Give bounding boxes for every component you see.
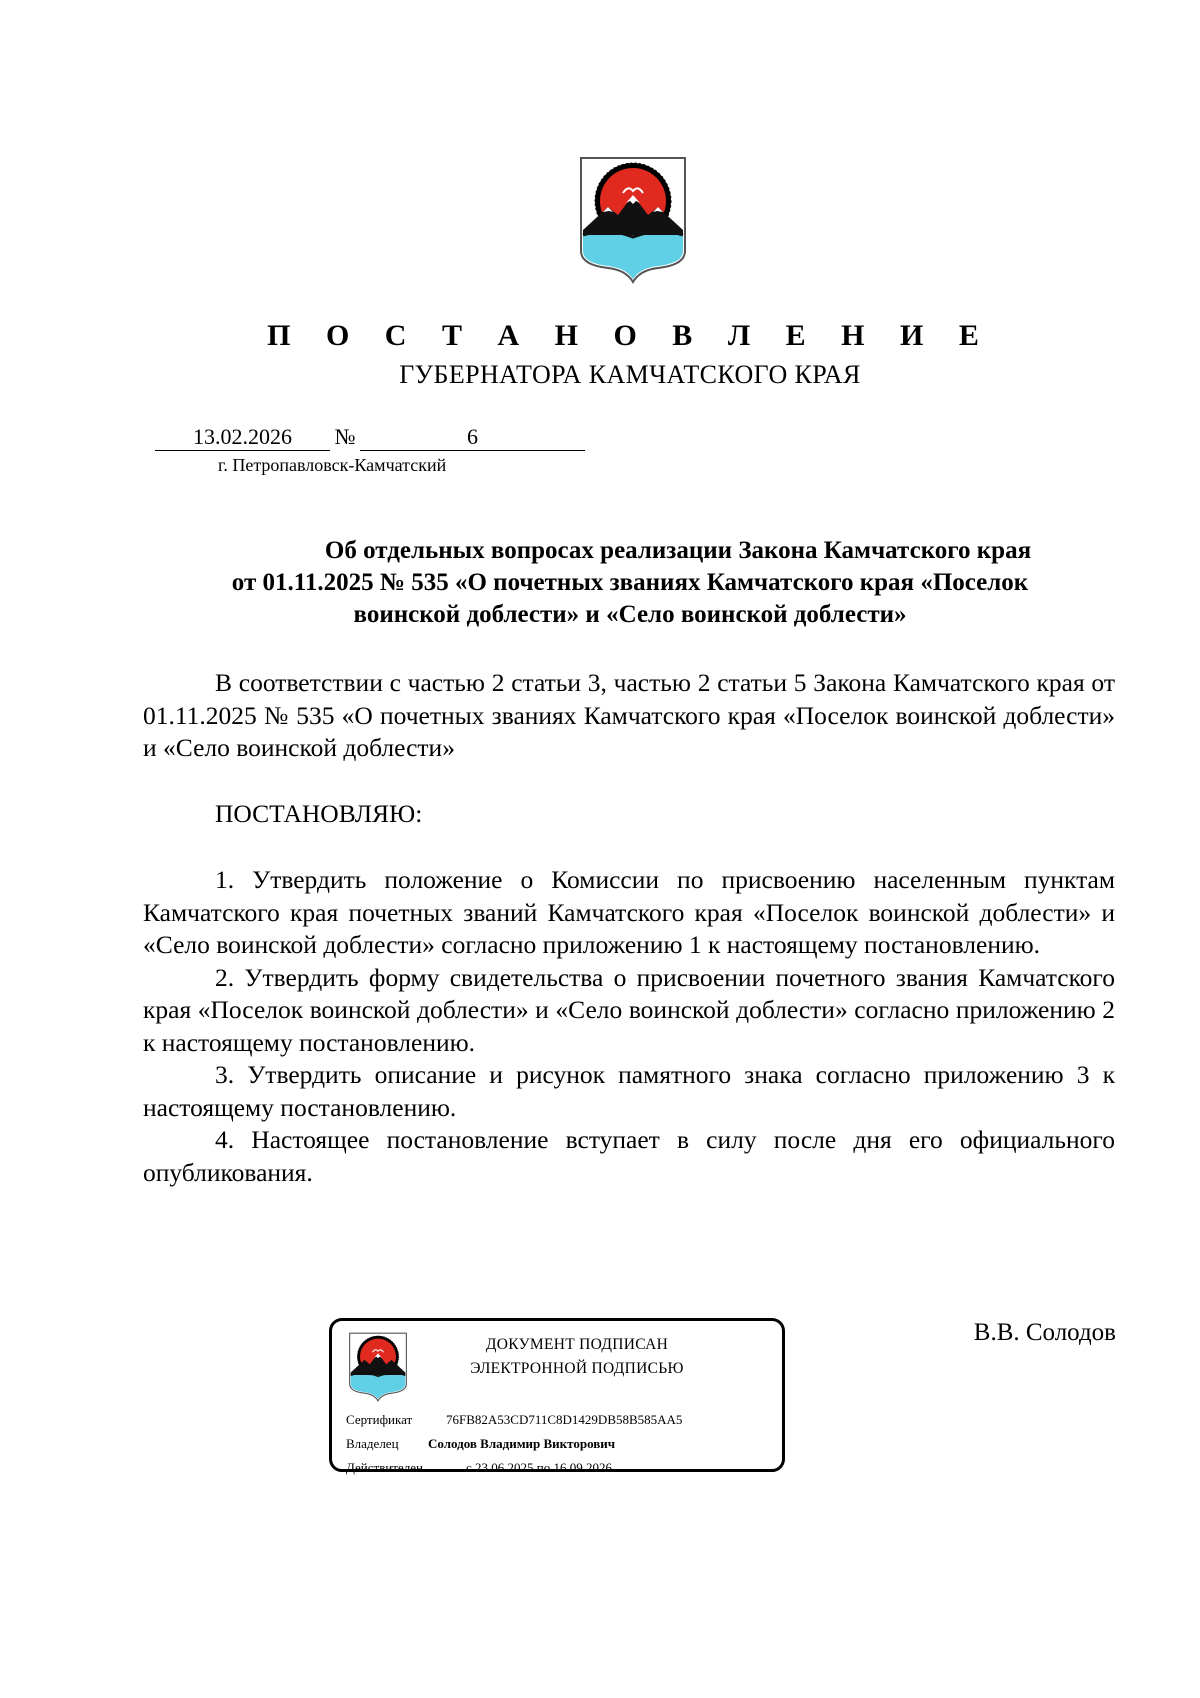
document-title: П О С Т А Н О В Л Е Н И Е xyxy=(267,319,993,352)
preamble-paragraph: В соответствии с частью 2 статьи 3, частью 2 статьи 5 Закона Камчатского края от 01.11.2025 № 535 «О почетных званиях Камчатского края «Поселок воинской доблести» и «Село воинской доблести» xyxy=(143,668,1115,762)
certificate-value: 76FB82A53CD711C8D1429DB58B585AA5 xyxy=(446,1412,683,1427)
owner-label: Владелец xyxy=(346,1436,399,1451)
kamchatka-coat-of-arms-emblem xyxy=(578,155,688,285)
stamp-heading: ЭЛЕКТРОННОЙ ПОДПИСЬЮ xyxy=(470,1360,684,1377)
document-date: 13.02.2026 xyxy=(155,424,330,451)
decree-item: 4. Настоящее постановление вступает в силу после дня его официального опубликования. xyxy=(143,1125,1115,1187)
validity-row xyxy=(346,1460,612,1476)
heading-line: Об отдельных вопросах реализации Закона Камчатского края xyxy=(324,537,1032,564)
document-city: г. Петропавловск-Камчатский xyxy=(218,455,447,475)
validity-label: Действителен xyxy=(346,1460,423,1475)
preamble-block xyxy=(143,667,1115,765)
registration-line xyxy=(155,424,585,452)
decree-item: 1. Утвердить положение о Комиссии по присвоению населенным пунктам Камчатского края почетных званий Камчатского края «Поселок воинской доблести» и «Село воинской доблести» согласно приложению 1 к настоящему постановлению. xyxy=(143,865,1115,959)
validity-value: с 23.06.2025 по 16.09.2026 xyxy=(466,1460,612,1475)
owner-value: Солодов Владимир Викторович xyxy=(428,1436,616,1451)
certificate-label: Сертификат xyxy=(346,1412,413,1427)
decree-item: 2. Утвердить форму свидетельства о присвоении почетного звания Камчатского края «Поселок воинской доблести» и «Село воинской доблести» согласно приложению 2 к настоящему постановлению. xyxy=(143,962,1115,1057)
signer-name: В.В. Солодов xyxy=(973,1319,1116,1346)
certificate-row xyxy=(346,1412,682,1428)
decree-word: ПОСТАНОВЛЯЮ: xyxy=(215,799,423,828)
document-heading xyxy=(140,535,1120,631)
decree-block xyxy=(143,798,1115,831)
number-sign: № xyxy=(334,424,356,449)
electronic-signature-stamp xyxy=(329,1318,785,1475)
document-subtitle: ГУБЕРНАТОРА КАМЧАТСКОГО КРАЯ xyxy=(399,360,861,389)
stamp-coat-of-arms-emblem xyxy=(348,1331,408,1403)
heading-line: воинской доблести» и «Село воинской доблести» xyxy=(353,601,907,628)
document-number: 6 xyxy=(360,424,585,451)
decree-item: 3. Утвердить описание и рисунок памятного знака согласно приложению 3 к настоящему постановлению. xyxy=(143,1060,1115,1122)
stamp-heading: ДОКУМЕНТ ПОДПИСАН xyxy=(485,1336,669,1353)
owner-row xyxy=(346,1436,615,1452)
decree-items xyxy=(143,864,1115,1189)
heading-line: от 01.11.2025 № 535 «О почетных званиях Камчатского края «Поселок xyxy=(231,569,1029,596)
